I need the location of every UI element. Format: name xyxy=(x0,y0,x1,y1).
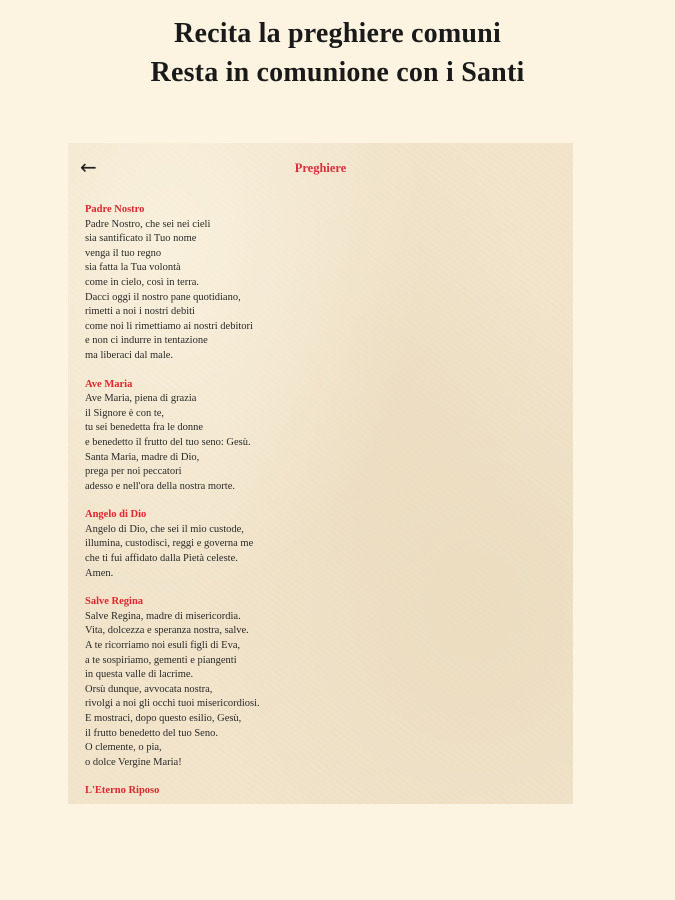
prayer-line: Ave Maria, piena di grazia xyxy=(85,393,197,405)
prayer-line: e benedetto il frutto del tuo seno: Gesù. xyxy=(85,436,251,448)
prayer-title-partial: L'Eterno Riposo xyxy=(85,785,160,797)
prayer-title: Salve Regina xyxy=(85,596,144,608)
prayer-block xyxy=(85,203,555,364)
prayer-line: e non ci indurre in tentazione xyxy=(85,335,208,347)
screen-title: Preghiere xyxy=(294,161,347,175)
prayer-line: Vita, dolcezza e speranza nostra, salve. xyxy=(85,625,249,637)
prayer-line: adesso e nell'ora della nostra morte. xyxy=(85,480,236,492)
prayer-line: sia santificato il Tuo nome xyxy=(85,233,197,245)
prayer-line: in questa valle di lacrime. xyxy=(85,669,194,681)
prayer-block xyxy=(85,508,555,581)
prayer-line: Amen. xyxy=(85,567,114,579)
prayer-line: Orsù dunque, avvocata nostra, xyxy=(85,683,213,695)
back-arrow-icon[interactable]: ← xyxy=(80,155,97,179)
prayer-line: Salve Regina, madre di misericordia. xyxy=(85,610,241,622)
prayer-line: rivolgi a noi gli occhi tuoi misericordiosi. xyxy=(85,698,260,710)
prayer-block xyxy=(85,595,555,770)
prayer-block xyxy=(85,378,555,495)
prayer-line: o dolce Vergine Maria! xyxy=(85,756,182,768)
prayer-line: Padre Nostro, che sei nei cieli xyxy=(85,218,211,230)
app-screen xyxy=(68,143,573,804)
prayer-line: Dacci oggi il nostro pane quotidiano, xyxy=(85,291,241,303)
prayer-line: come in cielo, così in terra. xyxy=(85,276,199,288)
prayer-line: prega per noi peccatori xyxy=(85,466,182,478)
prayer-line: rimetti a noi i nostri debiti xyxy=(85,306,195,318)
prayer-line: O clemente, o pia, xyxy=(85,742,162,754)
prayer-title: Angelo di Dio xyxy=(85,509,147,521)
promo-headline xyxy=(0,14,675,92)
prayer-list[interactable] xyxy=(85,203,555,797)
prayer-line: sia fatta la Tua volontà xyxy=(85,262,181,274)
prayer-line: il Signore è con te, xyxy=(85,407,165,419)
prayer-line: A te ricorriamo noi esuli figli di Eva, xyxy=(85,640,241,652)
prayer-title: Ave Maria xyxy=(85,378,133,390)
prayer-line: E mostraci, dopo questo esilio, Gesù, xyxy=(85,713,242,724)
prayer-line: il frutto benedetto del tuo Seno. xyxy=(85,727,218,739)
headline-line-1: Recita la preghiere comuni xyxy=(174,18,501,49)
prayer-line: illumina, custodisci, reggi e governa me xyxy=(85,538,254,550)
prayer-line: come noi li rimettiamo ai nostri debitori xyxy=(85,320,253,332)
prayer-line: che ti fui affidato dalla Pietà celeste. xyxy=(85,553,238,565)
prayer-line: Santa Maria, madre di Dio, xyxy=(85,451,200,463)
prayer-line: venga il tuo regno xyxy=(85,247,162,259)
prayer-line: tu sei benedetta fra le donne xyxy=(85,422,204,434)
prayer-line: Angelo di Dio, che sei il mio custode, xyxy=(85,523,244,535)
headline-line-2: Resta in comunione con i Santi xyxy=(150,57,525,88)
prayer-title: Padre Nostro xyxy=(85,204,145,215)
prayer-line: a te sospiriamo, gementi e piangenti xyxy=(85,654,237,666)
app-bar xyxy=(68,143,573,195)
prayer-line: ma liberaci dal male. xyxy=(85,349,174,361)
